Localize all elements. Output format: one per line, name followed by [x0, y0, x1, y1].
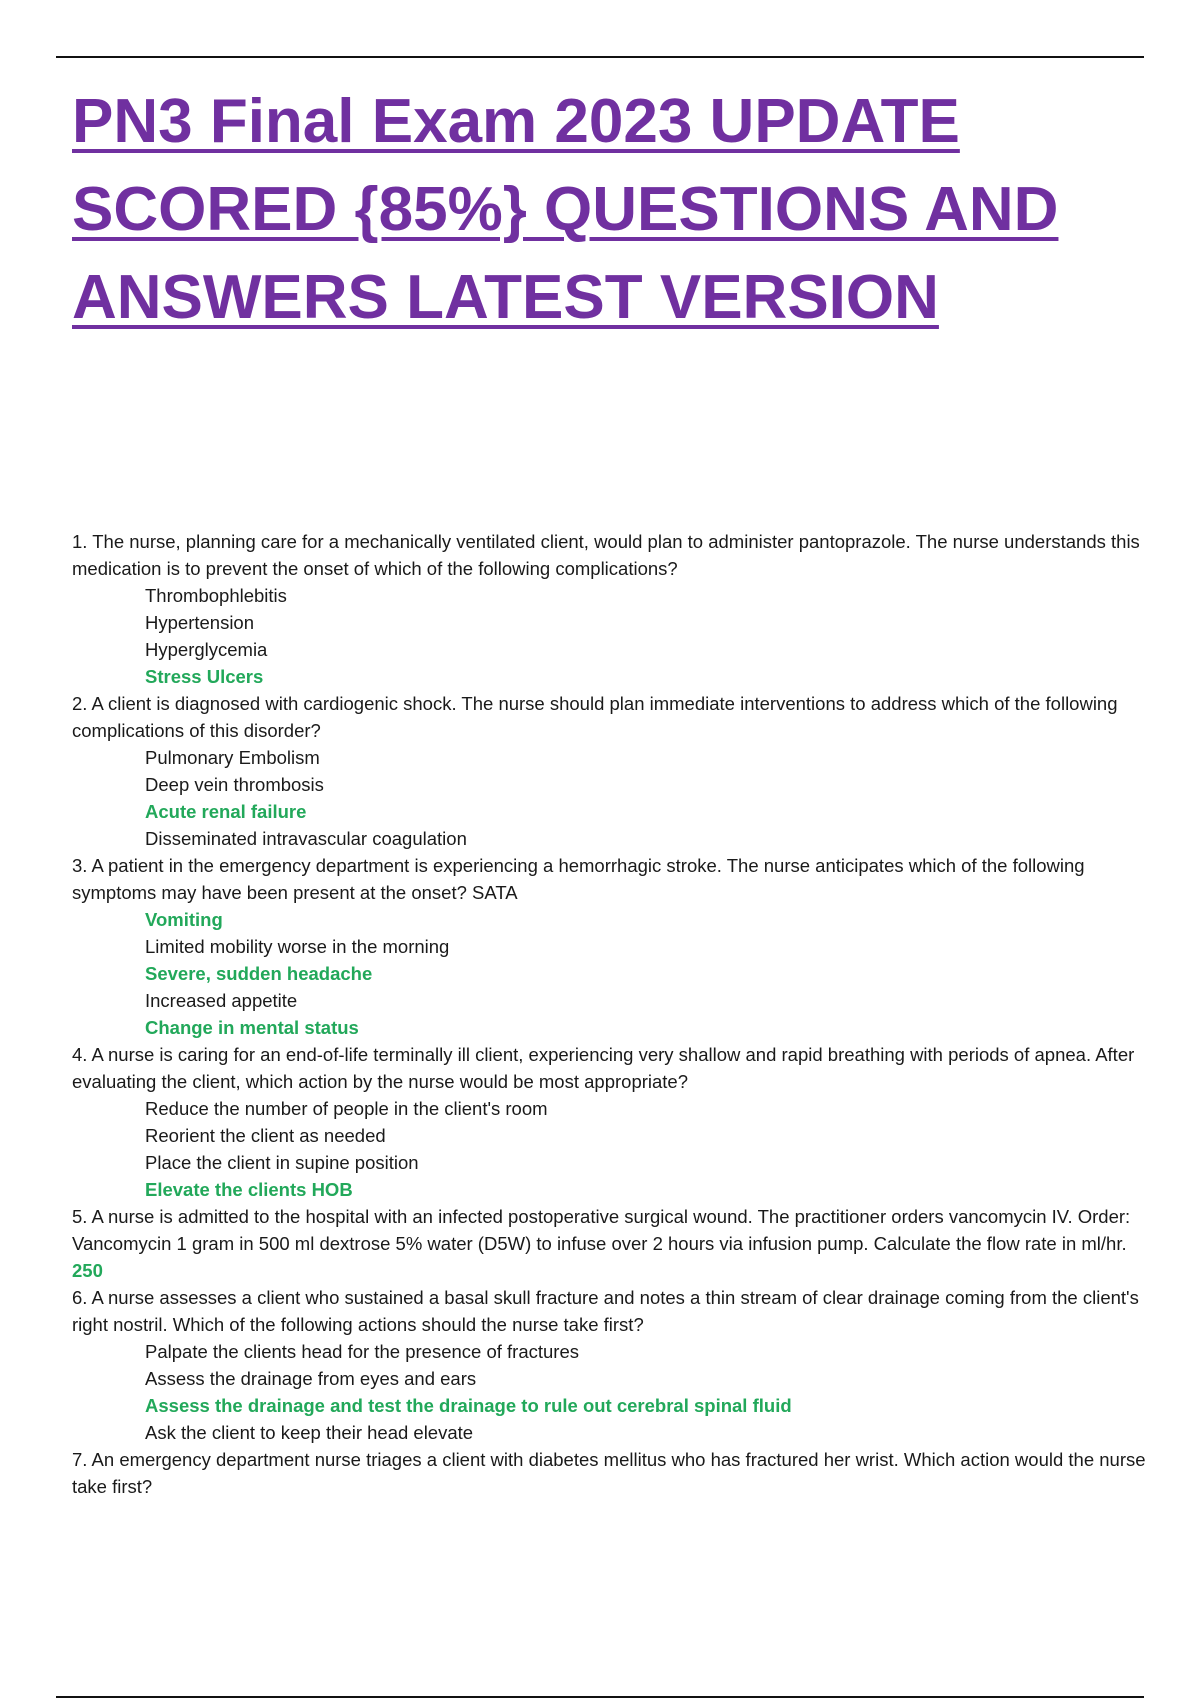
correct-answer-option: Elevate the clients HOB — [145, 1179, 353, 1200]
inline-correct-answer: 250 — [72, 1260, 103, 1281]
correct-answer-option: Assess the drainage and test the drainage to rule out cerebral spinal fluid — [145, 1395, 792, 1416]
question-block — [72, 528, 1162, 690]
title-line-1: PN3 Final Exam 2023 UPDATE — [72, 87, 960, 156]
question-block — [72, 1041, 1162, 1203]
answer-option: Deep vein thrombosis — [145, 774, 324, 795]
question-block — [72, 690, 1162, 852]
question-text: 5. A nurse is admitted to the hospital with an infected postoperative surgical wound. The practitioner orders vancomycin IV. Order: Vancomycin 1 gram in 500 ml dextrose 5% water (D5W) to infuse over 2 hours via infusion pump. Calculate the flow rate in ml/hr. — [72, 1206, 1131, 1254]
question-text: 7. An emergency department nurse triages a client with diabetes mellitus who has fractured her wrist. Which action would the nurse take first? — [72, 1449, 1146, 1497]
question-text: 2. A client is diagnosed with cardiogenic shock. The nurse should plan immediate interventions to address which of the following complications of this disorder? — [72, 693, 1118, 741]
question-with-inline-answer — [72, 1203, 1162, 1284]
answer-option: Hypertension — [145, 612, 255, 633]
answer-option: Assess the drainage from eyes and ears — [145, 1368, 477, 1389]
correct-answer-option: Acute renal failure — [145, 801, 307, 822]
question-list — [72, 528, 1162, 1500]
answer-option: Ask the client to keep their head elevate — [145, 1422, 474, 1443]
correct-answer-option: Vomiting — [145, 909, 223, 930]
answer-option: Hyperglycemia — [145, 639, 268, 660]
correct-answer-option: Severe, sudden headache — [145, 963, 373, 984]
question-block — [72, 1284, 1162, 1446]
title-line-2: SCORED {85%} QUESTIONS AND — [72, 175, 1059, 244]
correct-answer-option: Stress Ulcers — [145, 666, 264, 687]
bottom-rule — [56, 1696, 1144, 1698]
answer-option: Limited mobility worse in the morning — [145, 936, 450, 957]
top-rule — [56, 56, 1144, 58]
document-title — [72, 78, 1112, 342]
correct-answer-option: Change in mental status — [145, 1017, 359, 1038]
answer-option: Palpate the clients head for the presence of fractures — [145, 1341, 579, 1362]
question-block — [72, 1446, 1162, 1500]
question-block — [72, 1203, 1162, 1284]
answer-option: Pulmonary Embolism — [145, 747, 320, 768]
answer-option: Reduce the number of people in the client's room — [145, 1098, 548, 1119]
question-text: 3. A patient in the emergency department is experiencing a hemorrhagic stroke. The nurse anticipates which of the following symptoms may have been present at the onset? SATA — [72, 855, 1085, 903]
question-text: 6. A nurse assesses a client who sustained a basal skull fracture and notes a thin stream of clear drainage coming from the client's right nostril. Which of the following actions should the nurse take first? — [72, 1287, 1139, 1335]
title-line-3: ANSWERS LATEST VERSION — [72, 263, 939, 332]
answer-option: Place the client in supine position — [145, 1152, 419, 1173]
answer-option: Increased appetite — [145, 990, 298, 1011]
question-text: 4. A nurse is caring for an end-of-life terminally ill client, experiencing very shallow and rapid breathing with periods of apnea. After evaluating the client, which action by the nurse would be most appropriate? — [72, 1044, 1135, 1092]
answer-option: Thrombophlebitis — [145, 585, 287, 606]
question-text: 1. The nurse, planning care for a mechanically ventilated client, would plan to administer pantoprazole. The nurse understands this medication is to prevent the onset of which of the following complications? — [72, 531, 1140, 579]
answer-option: Reorient the client as needed — [145, 1125, 386, 1146]
answer-option: Disseminated intravascular coagulation — [145, 828, 467, 849]
question-block — [72, 852, 1162, 1041]
